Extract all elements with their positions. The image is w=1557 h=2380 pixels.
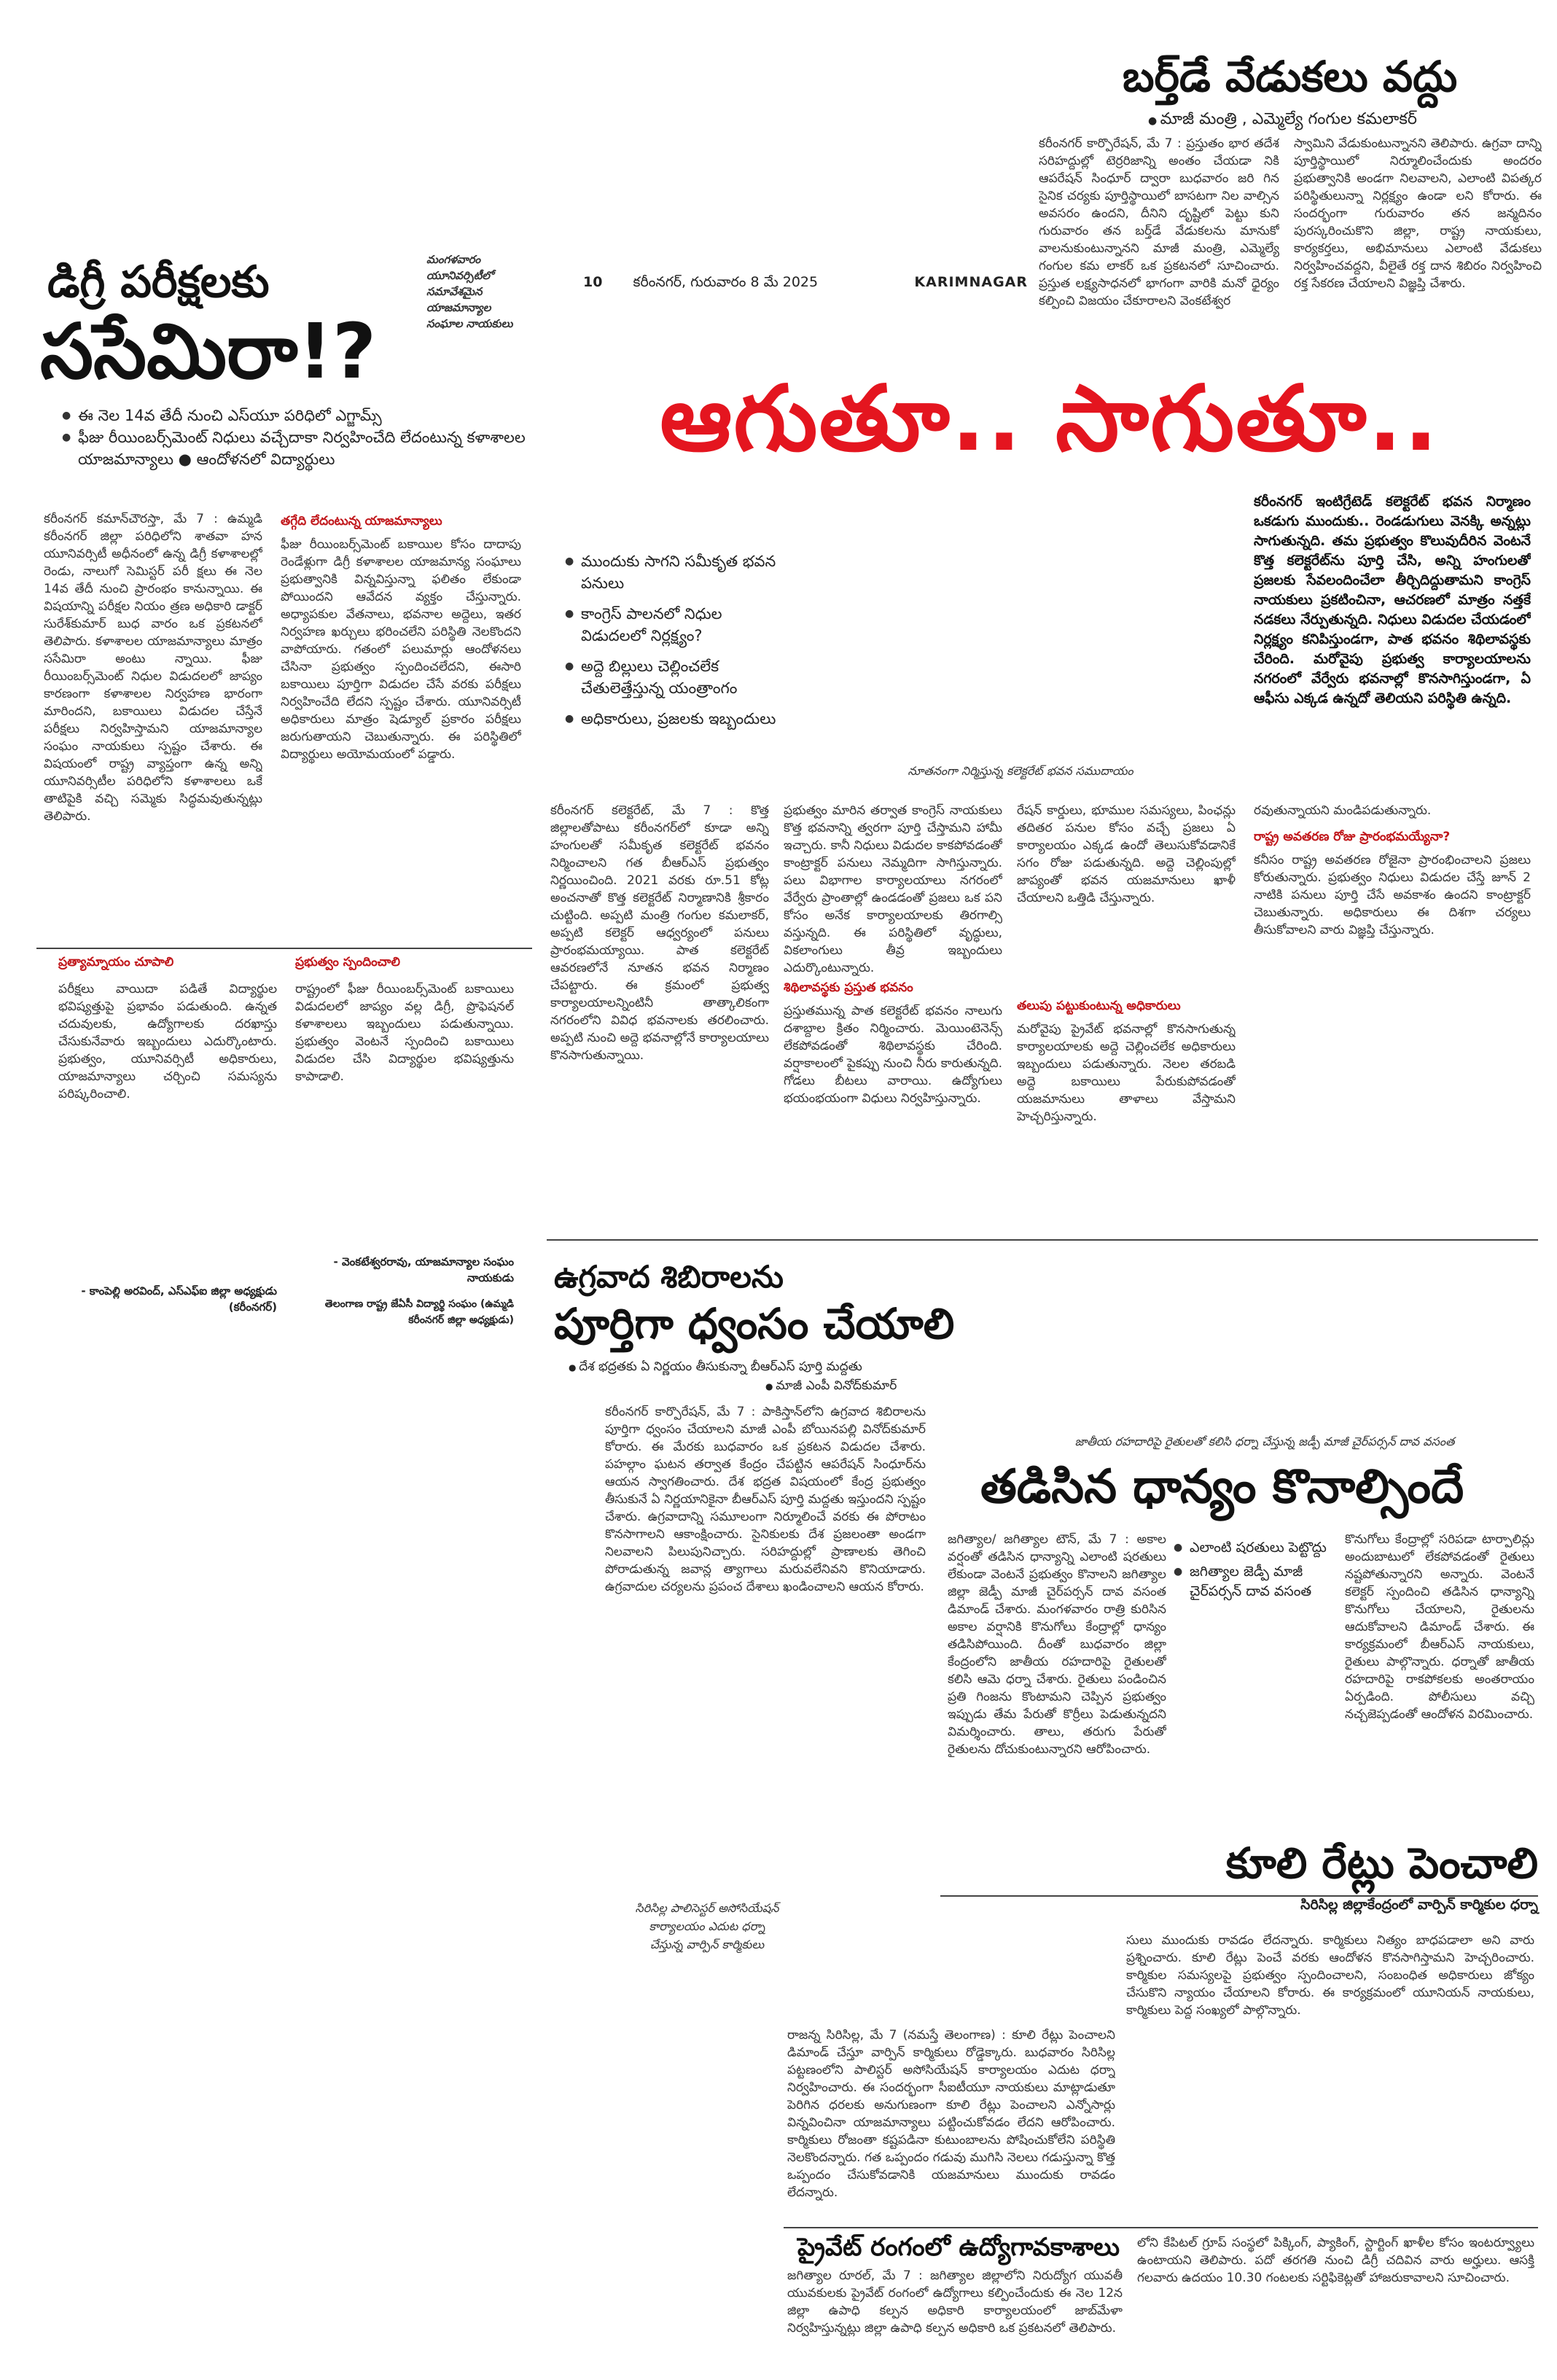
main-col5: రవుతున్నాయని మండిపడుతున్నారు. (1254, 803, 1432, 818)
divider (547, 1239, 1538, 1241)
main-col5-heading: రాష్ట్ర అవతరణ రోజు ప్రారంభమయ్యేనా? (1254, 830, 1451, 844)
terror-bullet2-text: మాజీ ఎంపీ వినోద్‌కుమార్‌ (776, 1378, 897, 1393)
terror-bullet2: ● మాజీ ఎంపీ వినోద్‌కుమార్‌ (765, 1378, 897, 1393)
main-headline: ఆగుతూ.. సాగుతూ.. (660, 367, 1440, 472)
terror-headline-line1: ఉగ్రవాద శిబిరాలను (554, 1259, 784, 1295)
degree-box2: పరీక్షలు వాయిదా పడితే విద్యార్థుల భవిష్యత్తుపై ప్రభావం పడుతుంది. ఉన్నత చదువులకు, ఉద్యోగాలకు దరఖాస్తు చేసుకునేవారు ఇబ్బందులు ఎదుర్కొంటారు. ప్రభుత్వం, యూనివర్సిటీ అధికారులు, యాజమాన్యాలు చర్చించి సమస్యను పరిష్కరించాలి. (58, 982, 277, 1101)
main-bullet: ● అద్దె బిల్లులు చెల్లించలేక చేతులెత్తేస్తున్న యంత్రాంగం (565, 655, 776, 699)
main-col2-heading: శిథిలావస్థకు ప్రస్తుత భవనం (784, 980, 913, 995)
masthead (583, 270, 1028, 294)
degree-col2-heading: తగ్గేది లేదంటున్న యాజమాన్యాలు (281, 514, 442, 528)
degree-box3-sign: తెలంగాణ రాష్ట్ర జేఏసీ విద్యార్థి సంఘం (ఉమ్మడి కరీంనగర్‌ జిల్లా అధ్యక్షుడు) (324, 1298, 514, 1326)
wages-col1: రాజన్న సిరిసిల్ల, మే 7 (నమస్తే తెలంగాణ) : కూలి రేట్లు పెంచాలని డిమాండ్‌ చేస్తూ వార్పిన్‌ కార్మికులు రోడ్డెక్కారు. బుధవారం సిరిసిల్ల పట్టణంలోని పాలిస్టర్‌ అసోసియేషన్‌ కార్యాలయం ఎదుట ధర్నా నిర్వహించారు. ఈ సందర్భంగా సీఐటీయూ నాయకులు మాట్లాడుతూ పెరిగిన ధరలకు అనుగుణంగా కూలి రేట్లు పెంచాలని ఎన్నోసార్లు విన్నవించినా యాజమాన్యాలు పట్టించుకోవడం లేదని ఆరోపించారు. కార్మికులు రోజంతా కష్టపడినా కుటుంబాలను పోషించుకోలేని పరిస్థితి నెలకొందన్నారు. గత ఒప్పందం గడువు ముగిసి నెలలు గడుస్తున్నా కొత్త ఒప్పందం చేసుకోవడానికి యజమానులు ముందుకు రావడం లేదన్నారు. (787, 2028, 1115, 2200)
degree-col1: కరీంనగర్‌ కమాన్‌చౌరస్తా, మే 7 : ఉమ్మడి కరీంనగర్‌ జిల్లా పరిధిలోని శాతవా హన యూనివర్సిటీ అధీనంలో ఉన్న డిగ్రీ కళాశాలల్లో రెండు, నాలుగో సెమిస్టర్‌ పరీ క్షలు ఈ నెల 14వ తేదీ నుంచి ప్రారంభం కానున్నాయి. ఈ విషయాన్ని పరీక్షల నియం త్రణ అధికారి డాక్టర్‌ సురేశ్‌కుమార్‌ బుధ వారం ఒక ప్రకటనలో తెలిపారు. కళాశాలల యాజమాన్యాలు మాత్రం ససేమిరా అంటు న్నాయి. ఫీజు రీయింబర్స్‌మెంట్‌ నిధుల విడుదలలో జాప్యం కారణంగా కళాశాలల నిర్వహణ భారంగా మారిందని, బకాయిలు విడుదల చేస్తేనే పరీక్షలు నిర్వహిస్తామని యాజమాన్యాల సంఘం నాయకులు స్పష్టం చేశారు. ఈ విషయంలో రాష్ట్ర వ్యాప్తంగా ఉన్న అన్ని యూనివర్సిటీల పరిధిలోని కళాశాలలు ఒకే తాటిపైకి వచ్చి సమ్మెకు సిద్ధమవుతున్నట్లు తెలిపారు. (44, 512, 262, 824)
degree-bullets (62, 405, 528, 470)
degree-box1: రాష్ట్రంలో ఫీజు రీయింబర్స్‌మెంట్‌ బకాయిలు విడుదలలో జాప్యం వల్ల డిగ్రీ, ప్రొఫెషనల్‌ కళాశాలలు ఇబ్బందులు పడుతున్నాయి. ప్రభుత్వం వెంటనే స్పందించి బకాయిలు విడుదల చేసి విద్యార్థుల భవిష్యత్తును కాపాడాలి. (295, 982, 514, 1084)
birthday-bullet-text: మాజీ మంత్రి , ఎమ్మెల్యే గంగుల కమలాకర్‌ (1160, 110, 1417, 128)
jobs-col1: జగిత్యాల రూరల్‌, మే 7 : జగిత్యాల జిల్లాలోని నిరుద్యోగ యువతీ యువకులకు ప్రైవేట్‌ రంగంలో ఉద్యోగాలు కల్పించేందుకు ఈ నెల 12న జిల్లా ఉపాధి కల్పన అధికారి కార్యాలయంలో జాబ్‌మేళా నిర్వహిస్తున్నట్లు జిల్లా ఉపాధి కల్పన అధికారి ఒక ప్రకటనలో తెలిపారు. (787, 2268, 1123, 2336)
wages-top: సులు ముందుకు రావడం లేదన్నారు. కార్మికులు నిత్యం బాధపడాలా అని వారు ప్రశ్నించారు. కూలి రేట్లు పెంచే వరకు ఆందోళన కొనసాగిస్తామని హెచ్చరించారు. కార్మికుల సమస్యలపై ప్రభుత్వం స్పందించాలని, సంబంధిత అధికారులు జోక్యం చేసుకొని న్యాయం చేయాలని కోరారు. ఈ కార్యక్రమంలో యూనియన్‌ నాయకులు, కార్మికులు పెద్ద సంఖ్యలో పాల్గొన్నారు. (1126, 1933, 1534, 2018)
main-col3: రేషన్‌ కార్డులు, భూముల సమస్యలు, పింఛన్లు తదితర పనుల కోసం వచ్చే ప్రజలు ఏ కార్యాలయం ఎక్కడ ఉందో తెలుసుకోవడానికే సగం రోజు పడుతున్నది. అద్దె చెల్లింపుల్లో జాప్యంతో భవన యజమానులు ఖాళీ చేయాలని ఒత్తిడి చేస్తున్నారు. (1017, 803, 1236, 905)
wages-kicker: సిరిసిల్ల జిల్లాకేంద్రంలో వార్పిన్‌ కార్మికుల ధర్నా (1300, 1897, 1538, 1913)
main-bullet: ● ముందుకు సాగని సమీకృత భవన పనులు (565, 550, 776, 594)
main-col2: ప్రభుత్వం మారిన తర్వాత కాంగ్రెస్‌ నాయకులు కొత్త భవనాన్ని త్వరగా పూర్తి చేస్తామని హామీ ఇచ్చారు. కానీ నిధులు విడుదల కాకపోవడంతో కాంట్రాక్టర్‌ పనులు నెమ్మదిగా సాగిస్తున్నారు. పలు విభాగాల కార్యాలయాలు నగరంలో వేర్వేరు ప్రాంతాల్లో ఉండడంతో ప్రజలు ఒక పని కోసం అనేక కార్యాలయాలకు తిరగాల్సి వస్తున్నది. ఈ పరిస్థితిలో వృద్ధులు, వికలాంగులు తీవ్ర ఇబ్బందులు ఎదుర్కొంటున్నారు. (784, 803, 1002, 975)
grain-col1: జగిత్యాల/ జగిత్యాల టౌన్‌, మే 7 : అకాల వర్షంతో తడిసిన ధాన్యాన్ని ఎలాంటి షరతులు లేకుండా వెంటనే ప్రభుత్వం కొనాలని జగిత్యాల జిల్లా జెడ్పీ మాజీ చైర్‌పర్సన్‌ దావ వసంత డిమాండ్‌ చేశారు. మంగళవారం రాత్రి కురిసిన అకాల వర్షానికి కొనుగోలు కేంద్రాల్లో ధాన్యం తడిసిపోయింది. దీంతో బుధవారం జిల్లా కేంద్రంలోని జాతీయ రహదారిపై రైతులతో కలిసి ఆమె ధర్నా చేశారు. రైతులు పండించిన ప్రతి గింజను కొంటామని చెప్పిన ప్రభుత్వం ఇప్పుడు తేమ పేరుతో కొర్రీలు పెడుతున్నదని విమర్శించారు. తాలు, తరుగు పేరుతో రైతులను దోచుకుంటున్నారని ఆరోపించారు. (948, 1532, 1166, 1757)
divider (784, 2227, 1538, 2228)
wages-photo-caption: సిరిసిల్ల పాలిసెస్టర్‌ అసోసియేషన్‌ కార్యాలయం ఎదుట ధర్నా చేస్తున్న వార్పిన్‌ కార్మికులు (635, 1901, 779, 1951)
main-bullet: ● కాంగ్రెస్‌ పాలనలో నిధుల విడుదలలో నిర్లక్ష్యం? (565, 603, 776, 647)
edition-name: KARIMNAGAR (914, 274, 1028, 290)
grain-headline: తడిసిన ధాన్యం కొనాల్సిందే (980, 1460, 1464, 1514)
main-col2b: ప్రస్తుతమున్న పాత కలెక్టరేట్‌ భవనం నాలుగు దశాబ్దాల క్రితం నిర్మించారు. మెయింటెనెన్స్‌ లేకపోవడంతో శిథిలావస్థకు చేరింది. వర్షాకాలంలో పైకప్పు నుంచి నీరు కారుతున్నది. గోడలు బీటలు వారాయి. ఉద్యోగులు భయంభయంగా విధులు నిర్వహిస్తున్నారు. (784, 1004, 1002, 1106)
birthday-bullet: ● మాజీ మంత్రి , ఎమ్మెల్యే గంగుల కమలాకర్‌ (1148, 110, 1417, 128)
main-col1: కరీంనగర్‌ కలెక్టరేట్‌, మే 7 : కొత్త జిల్లాలతోపాటు కరీంనగర్‌లో కూడా అన్ని హంగులతో సమీకృత కలెక్టరేట్‌ భవనం నిర్మించాలని గత బీఆర్‌ఎస్‌ ప్రభుత్వం నిర్ణయించింది. 2021 వరకు రూ.51 కోట్ల అంచనాతో కొత్త కలెక్టరేట్‌ నిర్మాణానికి శ్రీకారం చుట్టింది. అప్పటి మంత్రి గంగుల కమలాకర్‌, అప్పటి కలెక్టర్‌ ఆధ్వర్యంలో పనులు ప్రారంభమయ్యాయి. పాత కలెక్టరేట్‌ ఆవరణలోనే నూతన భవన నిర్మాణం చేపట్టారు. ఈ క్రమంలో ప్రభుత్వ కార్యాలయాలన్నింటినీ తాత్కాలికంగా నగరంలోని వివిధ భవనాలకు తరలించారు. అప్పటి నుంచి అద్దె భవనాల్లోనే కార్యాలయాలు కొనసాగుతున్నాయి. (550, 803, 769, 1063)
birthday-col2: స్వామిని వేడుకుంటున్నానని తెలిపారు. ఉగ్రవా దాన్ని పూర్తిస్థాయిలో నిర్మూలించేందుకు అందరం ప్రభుత్వానికి అండగా నిలవాలని, ఎలాంటి విపత్కర పరిస్థితులున్నా నిర్లక్ష్యం ఉండా లని కోరారు. ఈ సందర్భంగా గురువారం తన జన్మదినం పురస్కరించుకొని జిల్లా, రాష్ట్ర నాయకులు, కార్యకర్తలు, అభిమానులు ఎలాంటి వేడుకలు నిర్వహించవద్దని, వీలైతే రక్త దాన శిబిరం నిర్వహించి రక్త సేకరణ చేయాలని విజ్ఞప్తి చేశారు. (1294, 136, 1542, 291)
terror-bullet1: ● దేశ భద్రతకు ఏ నిర్ణయం తీసుకున్నా బీఆర్‌ఎస్‌ పూర్తి మద్దతు (569, 1359, 862, 1374)
degree-headline-line2: ససేమిరా!? (40, 307, 377, 396)
main-col5b: కనీసం రాష్ట్ర అవతరణ రోజైనా ప్రారంభించాలని ప్రజలు కోరుతున్నారు. ప్రభుత్వం నిధులు విడుదల చేస్తే జూన్‌ 2 నాటికి పనులు పూర్తి చేసే అవకాశం ఉందని కాంట్రాక్టర్‌ చెబుతున్నారు. అధికారులు ఈ దిశగా చర్యలు తీసుకోవాలని వారు విజ్ఞప్తి చేస్తున్నారు. (1254, 853, 1531, 937)
grain-photo-caption: జాతీయ రహదారిపై రైతులతో కలిసి ధర్నా చేస్తున్న జడ్పీ మాజీ చైర్‌పర్సన్‌ దావ వసంత (1074, 1435, 1455, 1448)
main-lead: కరీంనగర్‌ ఇంటిగ్రేటెడ్‌ కలెక్టరేట్‌ భవన నిర్మాణం ఒకడుగు ముందుకు.. రెండడుగులు వెనక్కి అన్నట్లు సాగుతున్నది. తమ ప్రభుత్వం కొలువుదీరిన వెంటనే కొత్త కలెక్టరేట్‌ను పూర్తి చేసి, అన్ని హంగులతో ప్రజలకు సేవలందించేలా తీర్చిదిద్దుతామని కాంగ్రెస్‌ నాయకులు ప్రకటించినా, ఆచరణలో మాత్రం నత్తకే నడకలు నేర్పుతున్నది. నిధులు విడుదల చేయడంలో నిర్లక్ష్యం కనిపిస్తుండగా, పాత భవనం శిథిలావస్థకు చేరింది. మరోవైపు ప్రభుత్వ కార్యాలయాలను నగరంలో వేర్వేరు భవనాల్లో కొనసాగిస్తుండగా, ఏ ఆఫీసు ఎక్కడ ఉన్నదో తెలియని పరిస్థితి ఉన్నది. (1254, 493, 1531, 706)
birthday-headline: బర్త్‌డే వేడుకలు వద్దు (1123, 52, 1458, 101)
main-bullets (565, 550, 776, 730)
degree-headline-line1: డిగ్రీ పరీక్షలకు (47, 257, 270, 308)
grain-bullet: ● ఎలాంటి షరతులు పెట్టొద్దు (1174, 1538, 1334, 1558)
main-bullet: ● అధికారులు, ప్రజలకు ఇబ్బందులు (565, 708, 776, 730)
degree-box1-heading: ప్రభుత్వం స్పందించాలి (295, 955, 400, 969)
degree-col2: ఫీజు రీయింబర్స్‌మెంట్‌ బకాయిల కోసం దాదాపు రెండేళ్లుగా డిగ్రీ కళాశాలల యాజమాన్య సంఘాలు ప్రభుత్వానికి విన్నవిస్తున్నా ఫలితం లేకుండా పోయిందని ఆవేదన వ్యక్తం చేస్తున్నారు. అధ్యాపకుల వేతనాలు, భవనాల అద్దెలు, ఇతర నిర్వహణ ఖర్చులు భరించలేని పరిస్థితి నెలకొందని వాపోయారు. గతంలో పలుమార్లు ఆందోళనలు చేసినా ప్రభుత్వం స్పందించలేదని, ఈసారి బకాయిలు పూర్తిగా విడుదల చేసే వరకు పరీక్షలు నిర్వహించేది లేదని స్పష్టం చేశారు. యూనివర్సిటీ అధికారులు మాత్రం షెడ్యూల్‌ ప్రకారం పరీక్షలు జరుగుతాయని చెబుతున్నారు. ఈ పరిస్థితిలో విద్యార్థులు అయోమయంలో పడ్డారు. (281, 537, 521, 762)
divider (36, 948, 532, 949)
degree-bullet: ● ఈ నెల 14వ తేదీ నుంచి ఎస్‌యూ పరిధిలో ఎగ్జామ్స్‌ (62, 405, 528, 426)
jobs-headline: ప్రైవేట్‌ రంగంలో ఉద్యోగావకాశాలు (797, 2233, 1120, 2262)
terror-headline-line2: పూర్తిగా ధ్వంసం చేయాలి (554, 1299, 955, 1349)
grain-bullets (1174, 1538, 1334, 1601)
terror-body: కరీంనగర్‌ కార్పొరేషన్‌, మే 7 : పాకిస్తాన్‌లోని ఉగ్రవాద శిబిరాలను పూర్తిగా ధ్వంసం చేయాలని మాజీ ఎంపీ బోయినపల్లి వినోద్‌కుమార్‌ కోరారు. ఈ మేరకు బుధవారం ఒక ప్రకటన విడుదల చేశారు. పహల్గాం ఘటన తర్వాత కేంద్రం చేపట్టిన ఆపరేషన్‌ సింధూర్‌ను ఆయన స్వాగతించారు. దేశ భద్రత విషయంలో కేంద్ర ప్రభుత్వం తీసుకునే ఏ నిర్ణయానికైనా బీఆర్‌ఎస్‌ పూర్తి మద్దతు ఇస్తుందని స్పష్టం చేశారు. ఉగ్రవాదాన్ని సమూలంగా నిర్మూలించే వరకు ఈ పోరాటం కొనసాగాలని ఆకాంక్షించారు. సైనికులకు దేశ ప్రజలంతా అండగా నిలవాలని పిలుపునిచ్చారు. సరిహద్దుల్లో ప్రాణాలకు తెగించి పోరాడుతున్న జవాన్ల త్యాగాలు మరువలేనివని కొనియాడారు. ఉగ్రవాదుల చర్యలను ప్రపంచ దేశాలు ఖండించాలని ఆయన కోరారు. (605, 1405, 926, 1594)
degree-box2-sign: - కాంపెల్లి అరవింద్‌, ఎస్‌ఎఫ్‌ఐ జిల్లా అధ్యక్షుడు (కరీంనగర్‌) (81, 1284, 277, 1314)
birthday-col1: కరీంనగర్‌ కార్పొరేషన్‌, మే 7 : ప్రస్తుతం భార తదేశ సరిహద్దుల్లో టెర్రరిజాన్ని అంతం చేయడా నికి ఆపరేషన్‌ సింధూర్‌ ద్వారా బుధవారం జరి గిన సైనిక చర్యకు పూర్తిస్థాయిలో బాసటగా నిల వాల్సిన అవసరం ఉందని, దీనిని దృష్టిలో పెట్టు కుని గురువారం తన బర్త్‌డే వేడుకలను మానుకో వాలనుకుంటున్నానని మాజీ మంత్రి, ఎమ్మెల్యే గంగుల కమ లాకర్‌ ఒక ప్రకటనలో సూచించారు. ప్రస్తుత లక్ష్యసాధనలో భాగంగా వారికి మనో ధైర్యం కల్పించి విజయం చేకూరాలని వెంకటేశ్వర (1039, 136, 1279, 308)
grain-col2: కొనుగోలు కేంద్రాల్లో సరిపడా టార్పాలిన్లు అందుబాటులో లేకపోవడంతో రైతులు నష్టపోతున్నారని అన్నారు. వెంటనే కలెక్టర్‌ స్పందించి తడిసిన ధాన్యాన్ని కొనుగోలు చేయాలని, రైతులను ఆదుకోవాలని డిమాండ్‌ చేశారు. ఈ కార్యక్రమంలో బీఆర్‌ఎస్‌ నాయకులు, రైతులు పాల్గొన్నారు. ధర్నాతో జాతీయ రహదారిపై రాకపోకలకు అంతరాయం ఏర్పడింది. పోలీసులు వచ్చి నచ్చజెప్పడంతో ఆందోళన విరమించారు. (1345, 1532, 1534, 1722)
degree-box2-heading: ప్రత్యామ్నాయం చూపాలి (58, 955, 174, 969)
main-col3-heading: తలుపు పట్టుకుంటున్న అధికారులు (1017, 999, 1181, 1013)
grain-bullet: ● జగిత్యాల జెడ్పీ మాజీ చైర్‌పర్సన్‌ దావ వసంత (1174, 1562, 1334, 1601)
terror-bullet1-text: దేశ భద్రతకు ఏ నిర్ణయం తీసుకున్నా బీఆర్‌ఎస్‌ పూర్తి మద్దతు (579, 1359, 862, 1374)
page-number: 10 (583, 274, 603, 290)
degree-bullet: ● ఫీజు రీయింబర్స్‌మెంట్‌ నిధులు వచ్చేదాకా నిర్వహించేది లేదంటున్న కళాశాలల యాజమాన్యాలు ● ఆందోళనలో విద్యార్థులు (62, 426, 528, 470)
main-photo-caption: నూతనంగా నిర్మిస్తున్న కలెక్టరేట్‌ భవన సముదాయం (908, 764, 1133, 778)
degree-box1-sign: - వెంకటేశ్వరరావు, యాజమాన్యాల సంఘం నాయకుడు (333, 1255, 514, 1284)
jobs-col2: లోని కేపిటల్‌ గ్రూప్‌ సంస్థలో పిక్కింగ్‌, ప్యాకింగ్‌, స్టార్టింగ్‌ ఖాళీల కోసం ఇంటర్వ్యూలు ఉంటాయని తెలిపారు. పదో తరగతి నుంచి డిగ్రీ చదివిన వారు అర్హులు. ఆసక్తి గలవారు ఉదయం 10.30 గంటలకు సర్టిఫికెట్లతో హాజరుకావాలని సూచించారు. (1137, 2236, 1534, 2285)
dateline: కరీంనగర్‌, గురువారం 8 మే 2025 (633, 274, 819, 290)
wages-headline: కూలి రేట్లు పెంచాలి (1225, 1838, 1538, 1888)
degree-photo-caption: మంగళవారం యూనివర్సిటీలో సమావేశమైన యాజమాన్యాల సంఘాల నాయకులు (426, 253, 513, 330)
main-col3b: మరోవైపు ప్రైవేట్‌ భవనాల్లో కొనసాగుతున్న కార్యాలయాలకు అద్దె చెల్లించలేక అధికారులు ఇబ్బందులు పడుతున్నారు. నెలల తరబడి అద్దె బకాయిలు పేరుకుపోవడంతో యజమానులు తాళాలు వేస్తామని హెచ్చరిస్తున్నారు. (1017, 1022, 1236, 1124)
